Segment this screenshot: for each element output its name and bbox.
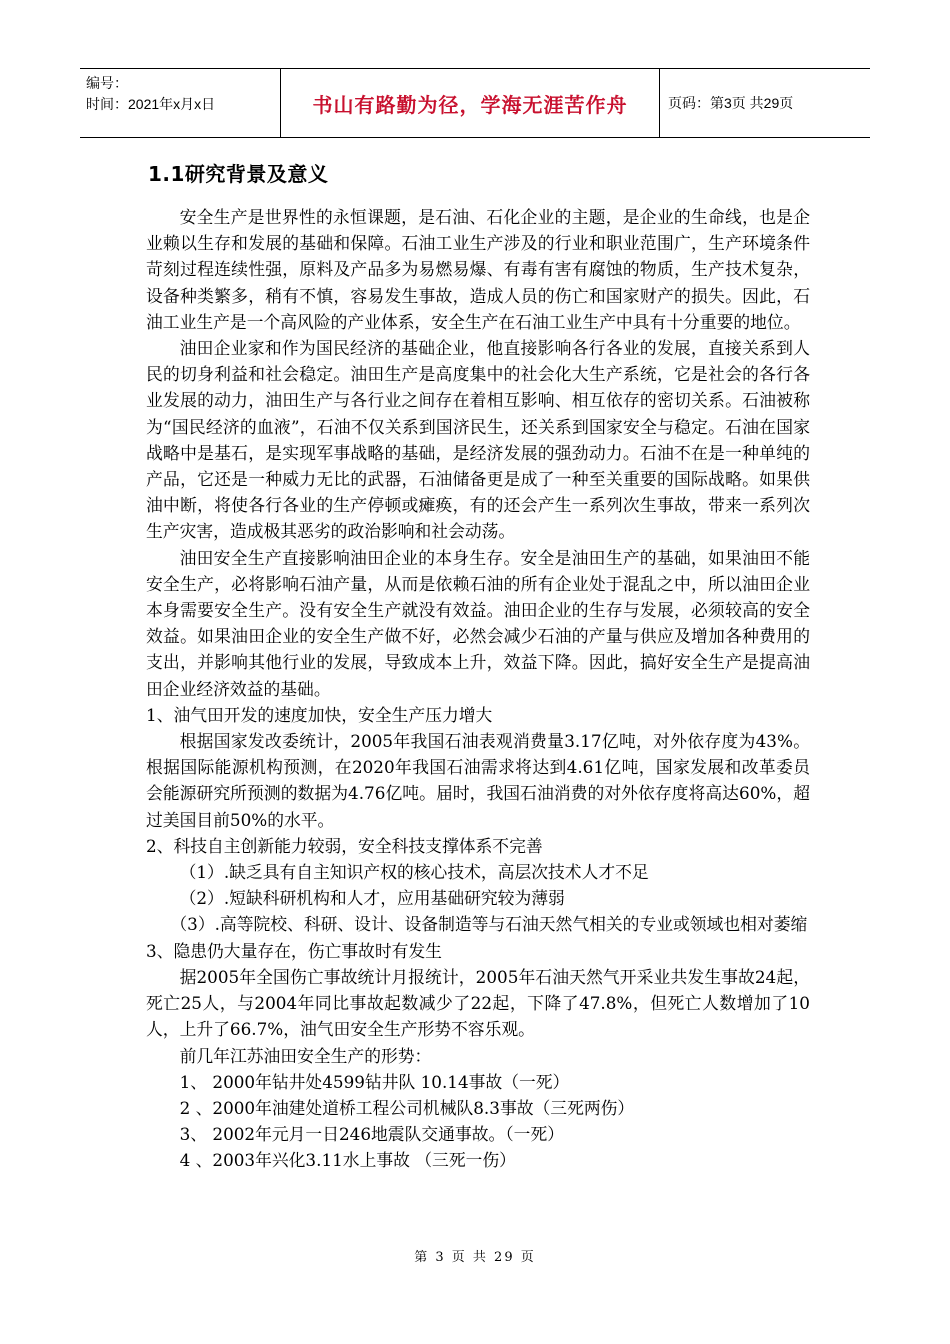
sub-item-2: （2）.短缺科研机构和人才，应用基础研究较为薄弱 [179,888,565,909]
incident-item-4: 4 、2003年兴化3.11水上事故 （三死一伤） [179,1150,516,1171]
heading-item-2: 2、科技自主创新能力较弱，安全科技支撑体系不完善 [146,835,543,856]
paragraph-intro: 安全生产是世界性的永恒课题，是石油、石化企业的主题，是企业的生命线，也是企业赖以生存和发展的基础和保障。石油工业生产涉及的行业和职业范围广，生产环境条件苛刻过程连续性强，原料及产品多为易燃易爆、有毒有害有腐蚀的物质，生产技术复杂，设备种类繁多，稍有不慎，容易发生事故，造成人员的伤亡和国家财产的损失。因此，石油工业生产是一个高风险的产业体系，安全生产在石油工业生产中具有十分重要的地位。 [146,207,810,332]
paragraph-jiangsu-intro: 前几年江苏油田安全生产的形势： [179,1045,432,1066]
paragraph-item-1: 根据国家发改委统计，2005年我国石油表观消费量3.17亿吨，对外依存度为43%。根据国际能源机构预测，在2020年我国石油需求将达到4.61亿吨，国家发展和改革委员会能源研究所预测的数据为4.76亿吨。届时，我国石油消费的对外依存度将高达60%，超过美国目前50%的水平。 [146,731,810,830]
paragraph-item-3: 据2005年全国伤亡事故统计月报统计，2005年石油天然气开采业共发生事故24起，死亡25人，与2004年同比事故起数减少了22起，下降了47.8%，但死亡人数增加了10人，上升了66.7%，油气田安全生产形势不容乐观。 [146,966,810,1040]
header-meta [80,69,280,137]
incident-item-2: 2 、2000年油建处道桥工程公司机械队8.3事故（三死两伤） [179,1097,635,1118]
motto-text: 书山有路勤为径，学海无涯苦作舟 [312,92,628,117]
header-page-info: 页码：第3页 共29页 [668,95,794,111]
number-label: 编号： [86,75,128,91]
heading-item-3: 3、隐患仍大量存在，伤亡事故时有发生 [146,940,442,961]
sub-item-1: （1）.缺乏具有自主知识产权的核心技术，高层次技术人才不足 [179,862,649,883]
paragraph-oilfield-economy: 油田企业家和作为国民经济的基础企业，他直接影响各行各业的发展，直接关系到人民的切身利益和社会稳定。油田生产是高度集中的社会化大生产系统，它是社会的各行各业发展的动力，油田生产与各行业之间存在着相互影响、相互依存的密切关系。石油被称为“国民经济的血液”，石油不仅关系到国济民生，还关系到国家安全与稳定。石油在国家战略中是基石，是实现军事战略的基础，是经济发展的强劲动力。石油不在是一种单纯的产品，它还是一种威力无比的武器，石油储备更是成了一种至关重要的国际战略。如果供油中断，将使各行各业的生产停顿或瘫痪，有的还会产生一系列次生事故，带来一系列次生产灾害，造成极其恶劣的政治影响和社会动荡。 [146,338,810,542]
heading-item-1: 1、油气田开发的速度加快，安全生产压力增大 [146,704,493,725]
section-body [146,204,810,1174]
paragraph-oilfield-safety: 油田安全生产直接影响油田企业的本身生存。安全是油田生产的基础，如果油田不能安全生产，必将影响石油产量，从而是依赖石油的所有企业处于混乱之中，所以油田企业本身需要安全生产。没有安全生产就没有效益。油田企业的生存与发展，必须较高的安全效益。如果油田企业的安全生产做不好，必然会减少石油的产量与供应及增加各种费用的支出，并影响其他行业的发展，导致成本上升，效益下降。因此，搞好安全生产是提高油田企业经济效益的基础。 [146,547,810,699]
header-motto-cell [280,69,660,137]
incident-item-3: 3、 2002年元月一日246地震队交通事故。（一死） [179,1124,565,1145]
time-label: 时间：2021年x月x日 [86,96,216,112]
sub-item-3: （3）.高等院校、科研、设计、设备制造等与石油天然气相关的专业或领域也相对萎缩 [170,914,808,935]
incident-item-1: 1、 2000年钻井处4599钻井队 10.14事故（一死） [179,1071,570,1092]
page-footer: 第 3 页 共 29 页 [414,1250,536,1265]
section-title: 1.1研究背景及意义 [148,162,329,186]
page-header [80,68,870,138]
